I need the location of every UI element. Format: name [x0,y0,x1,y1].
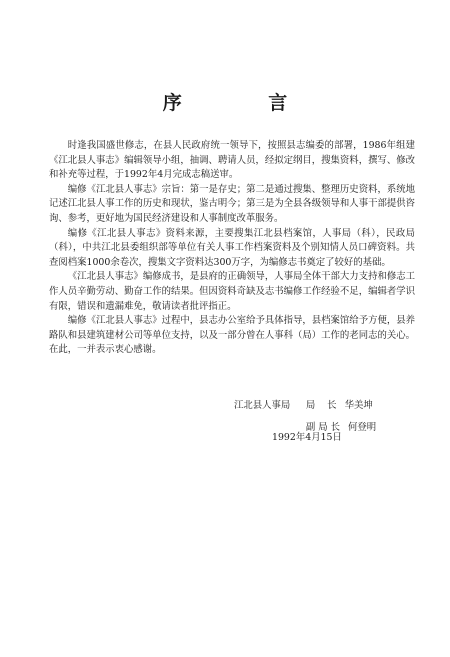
paragraph: 编修《江北县人事志》宗旨：第一是存史；第二是通过搜集、整理历史资料，系统地记述江北县人事工作的历史和现状，鉴古明今；第三是为全县各级领导和人事干部提供咨询、参考，更好地为国民经济建设和人事制度改革服务。 [49,183,415,224]
signature-name: 华美坤 [344,400,373,411]
signature-position: 局 长 [305,400,337,411]
signature-position: 副 局 长 [305,422,340,433]
page-title: 序 言 [162,92,328,114]
preface-body [49,139,415,358]
signature-block [234,386,434,433]
paragraph: 时逢我国盛世修志，在县人民政府统一领导下，按照县志编委的部署，1986年组建《江北县人事志》编辑领导小组，抽调、聘请人员，经拟定纲目，搜集资料，撰写、修改和补充等过程，于1992年4月完成志稿送审。 [49,140,415,181]
signature-date: 1992年4月15日 [272,432,342,443]
paragraph: 编修《江北县人事志》过程中，县志办公室给予具体指导，县档案馆给予方便，县养路队和县建筑建材公司等单位支持，以及一部分曾在人事科（局）工作的老同志的关心。在此，一并表示衷心感谢。 [49,315,415,356]
signature-name: 何登明 [347,422,377,433]
signature-organization: 江北县人事局 [234,400,291,411]
paragraph: 《江北县人事志》编修成书，是县府的正确领导，人事局全体干部大力支持和修志工作人员辛勤劳动、勤奋工作的结果。但因资料奇缺及志书编修工作经验不足，编辑者学识有限，错误和遗漏难免，敬请读者批评指正。 [49,271,415,312]
paragraph: 编修《江北县人事志》资料来源，主要搜集江北县档案馆，人事局（科），民政局（科），中共江北县委组织部等单位有关人事工作档案资料及个别知情人员口碑资料。共查阅档案1000余卷次，搜集文字资料达300万字，为编修志书奠定了较好的基础。 [49,227,415,268]
